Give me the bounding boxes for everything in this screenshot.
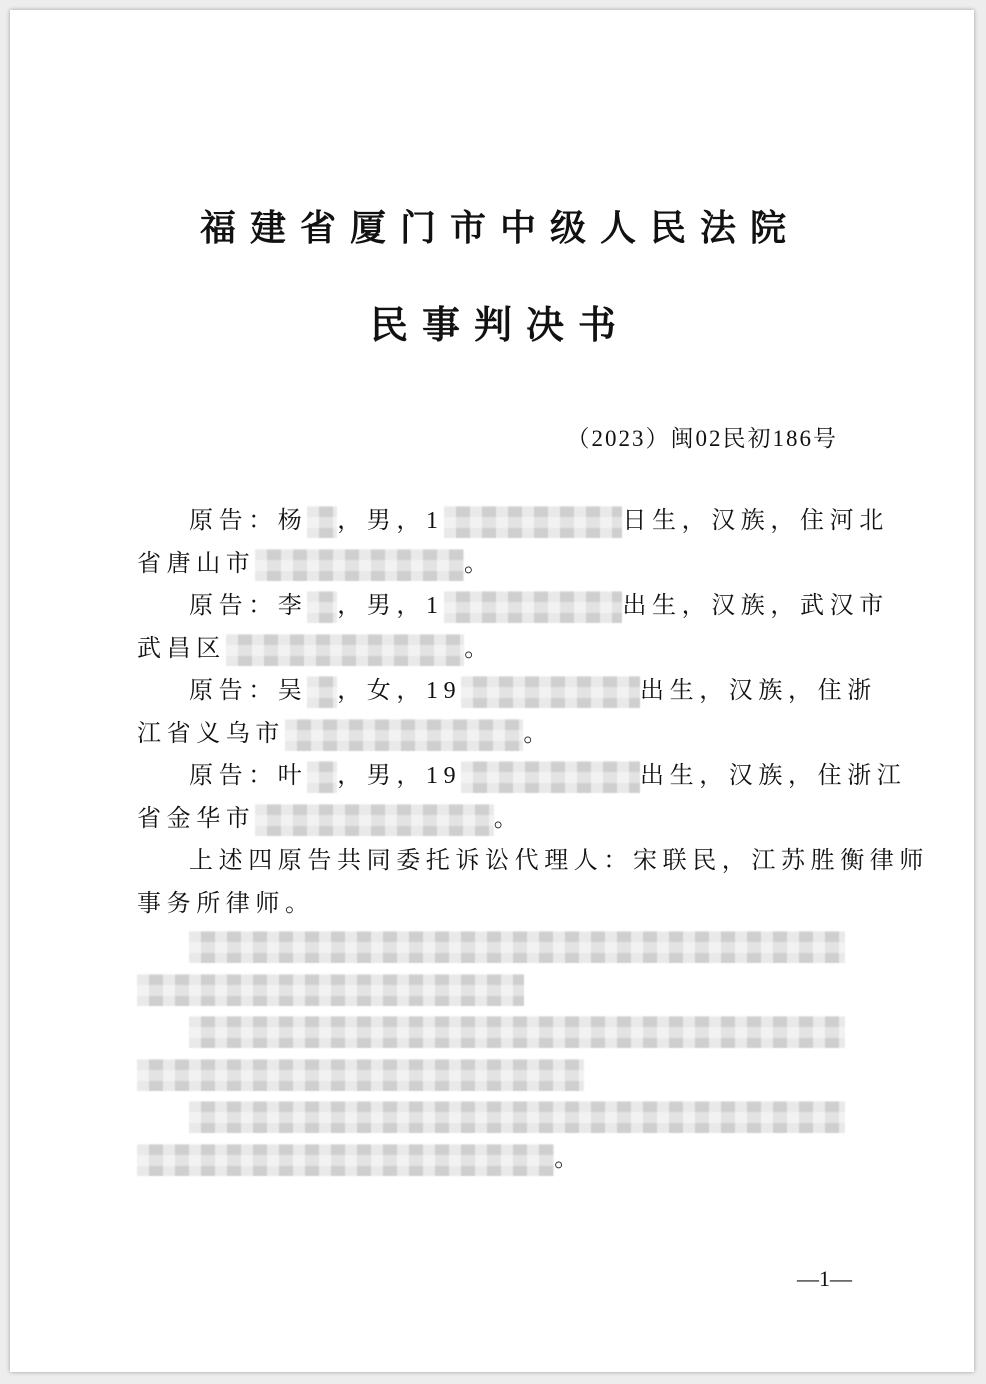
text-line — [137, 543, 852, 586]
document-type-heading: 民事判决书 — [369, 305, 630, 347]
text-segment: 事务所律师。 — [137, 890, 315, 917]
redacted-text-block — [307, 761, 337, 793]
text-segment: 武昌区 — [137, 635, 226, 662]
text-line — [137, 755, 907, 798]
paragraph — [137, 925, 852, 1010]
text-segment: 省唐山市 — [137, 550, 256, 577]
text-line — [137, 1053, 852, 1096]
redacted-text-block — [285, 719, 523, 751]
text-line — [137, 798, 852, 841]
redacted-text-block — [307, 676, 337, 708]
case-number: （2023）闽02民初186号 — [566, 426, 838, 451]
text-segment: 上述四原告共同委托诉讼代理人：宋联民，江苏胜衡律师 — [189, 848, 929, 874]
text-segment: 出生，汉族，武汉市 — [622, 593, 889, 619]
text-segment: 。 — [523, 720, 553, 747]
text-segment: 省金华市 — [137, 805, 256, 832]
text-segment: 。 — [554, 1145, 584, 1172]
text-segment: 江省义乌市 — [137, 720, 285, 747]
text-segment: 出生，汉族，住浙 — [640, 678, 877, 704]
text-segment: ，男，1 — [337, 508, 444, 534]
court-name-heading: 福建省厦门市中级人民法院 — [199, 208, 800, 248]
redacted-text-block — [255, 549, 464, 581]
page-number: —1— — [797, 1266, 852, 1291]
text-line — [137, 1138, 852, 1181]
text-line — [137, 968, 852, 1011]
redacted-text-block — [137, 1059, 584, 1091]
redacted-text-block — [255, 804, 493, 836]
text-segment: 。 — [464, 550, 494, 577]
redacted-text-block — [307, 591, 337, 623]
redacted-text-block — [189, 931, 845, 963]
paragraph — [137, 755, 907, 840]
paragraph — [137, 1010, 852, 1095]
document-body — [137, 500, 929, 1180]
text-segment: ，男，19 — [337, 763, 462, 789]
redacted-text-block — [189, 1101, 845, 1133]
text-line — [137, 628, 852, 671]
redacted-text-block — [444, 506, 623, 538]
text-segment: 原告：李 — [189, 593, 308, 619]
text-segment: 原告：吴 — [189, 678, 308, 704]
text-segment: ，男，1 — [337, 593, 444, 619]
text-line — [137, 585, 889, 628]
text-line — [137, 500, 889, 543]
redacted-text-block — [307, 506, 337, 538]
text-line — [137, 670, 877, 713]
text-line — [137, 925, 852, 968]
paragraph — [137, 1095, 852, 1180]
text-segment: 原告：杨 — [189, 508, 308, 534]
redacted-text-block — [137, 974, 524, 1006]
redacted-text-block — [226, 634, 464, 666]
paragraph — [137, 585, 889, 670]
redacted-text-block — [189, 1016, 845, 1048]
redacted-text-block — [461, 676, 640, 708]
text-segment: 出生，汉族，住浙江 — [640, 763, 907, 789]
text-segment: 日生，汉族，住河北 — [622, 508, 889, 534]
text-line — [137, 883, 852, 926]
paragraph — [137, 840, 929, 925]
redacted-text-block — [444, 591, 623, 623]
text-segment: 原告：叶 — [189, 763, 308, 789]
paragraph — [137, 670, 877, 755]
redacted-text-block — [461, 761, 640, 793]
paragraph — [137, 500, 889, 585]
text-segment: 。 — [464, 635, 494, 662]
text-segment: 。 — [493, 805, 524, 832]
text-line — [137, 713, 852, 756]
text-line — [137, 840, 929, 883]
text-line — [137, 1095, 852, 1138]
text-line — [137, 1010, 852, 1053]
redacted-text-block — [137, 1144, 554, 1176]
text-segment: ，女，19 — [337, 678, 462, 704]
